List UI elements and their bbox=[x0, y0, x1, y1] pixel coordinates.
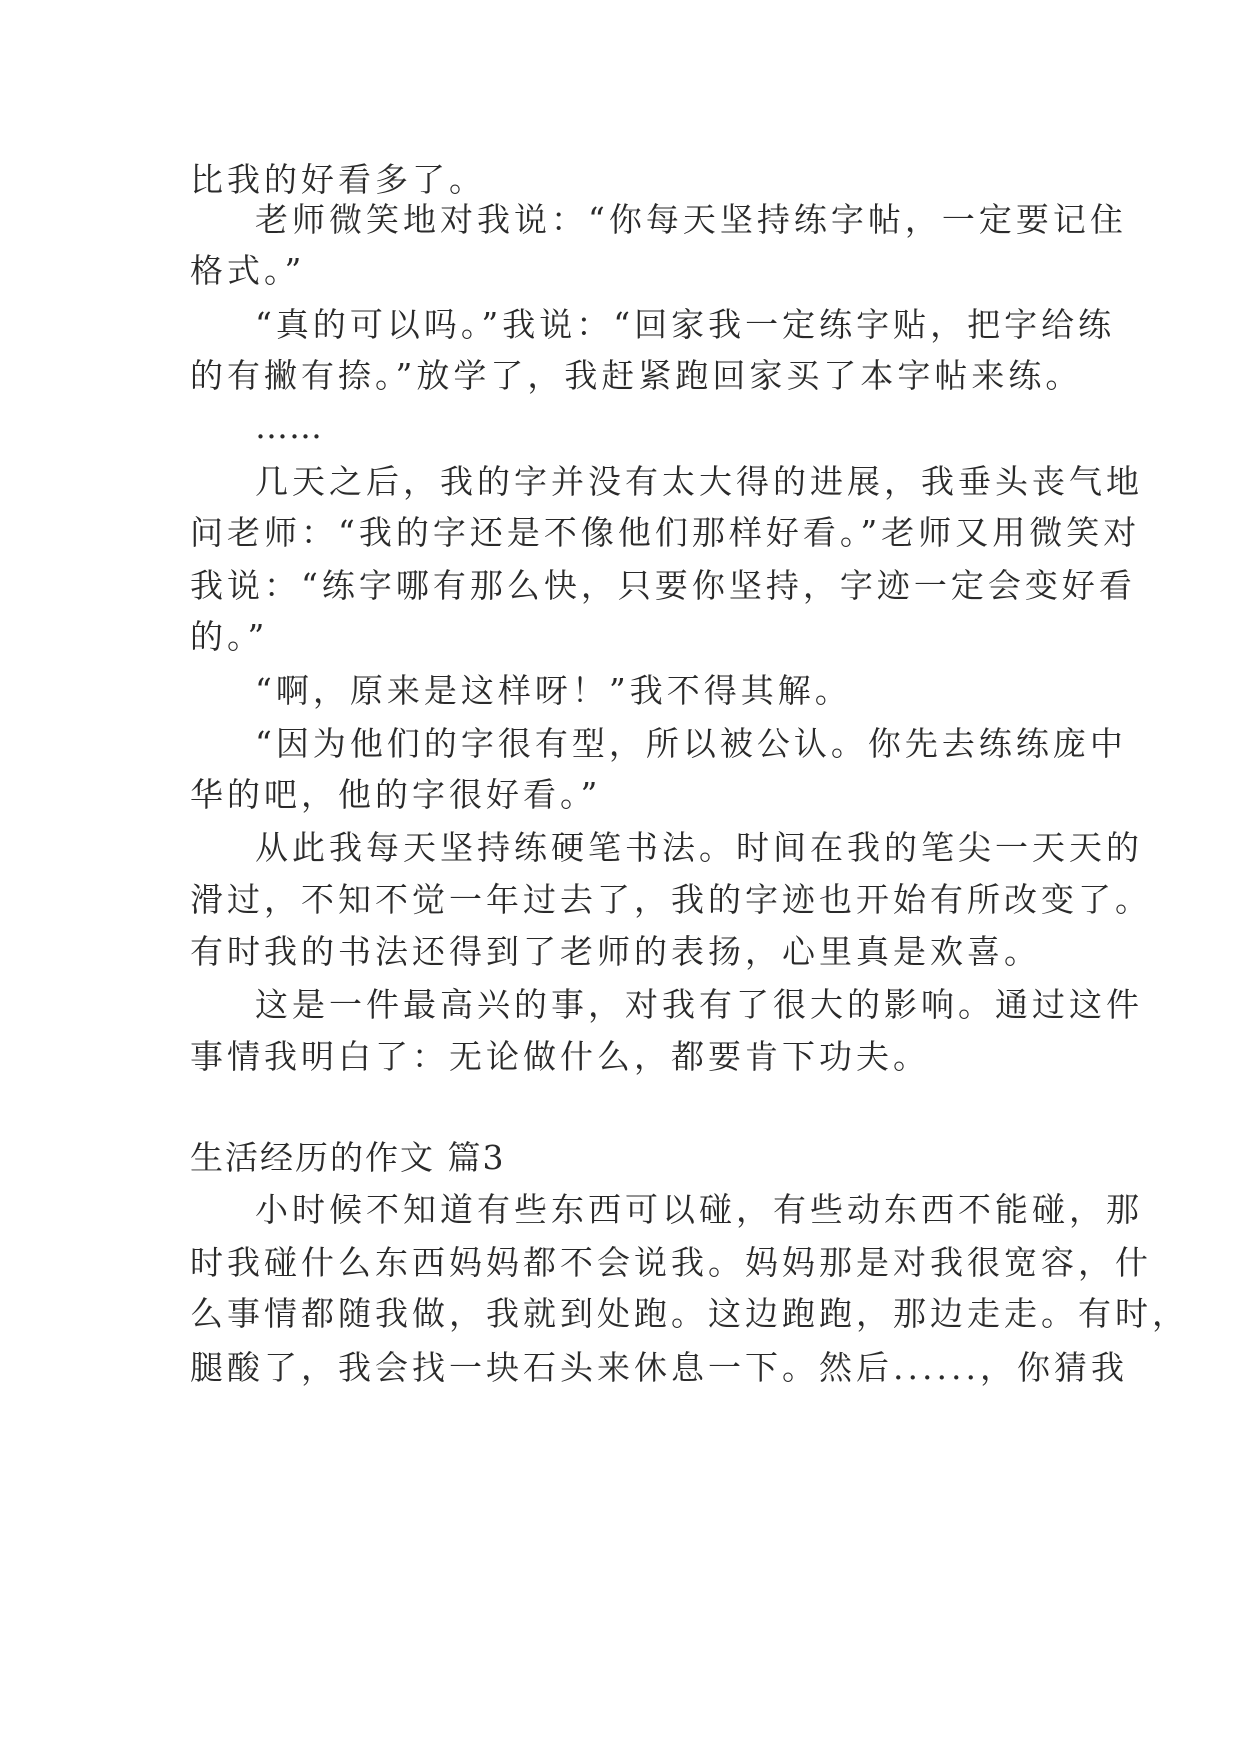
paragraph-line: 腿酸了，我会找一块石头来休息一下。然后......，你猜我 bbox=[190, 1348, 1128, 1387]
paragraph-line: 华的吧，他的字很好看。” bbox=[190, 775, 602, 814]
paragraph-line: 时我碰什么东西妈妈都不会说我。妈妈那是对我很宽容，什 bbox=[190, 1243, 1152, 1282]
paragraph-line: 格式。” bbox=[190, 251, 306, 290]
paragraph-line: 我说：“练字哪有那么快，只要你坚持，字迹一定会变好看 bbox=[190, 566, 1136, 605]
paragraph-line: 有时我的书法还得到了老师的表扬，心里真是欢喜。 bbox=[190, 932, 1041, 971]
paragraph-line: 问老师：“我的字还是不像他们那样好看。”老师又用微笑对 bbox=[190, 513, 1141, 552]
paragraph-line: 从此我每天坚持练硬笔书法。时间在我的笔尖一天天的 bbox=[255, 828, 1143, 867]
section-heading: 生活经历的作文 篇3 bbox=[190, 1138, 506, 1177]
paragraph-line: 老师微笑地对我说：“你每天坚持练字帖，一定要记住 bbox=[255, 200, 1127, 239]
paragraph-line: 几天之后，我的字并没有太大得的进展，我垂头丧气地 bbox=[255, 462, 1143, 501]
paragraph-line: “因为他们的字很有型，所以被公认。你先去练练庞中 bbox=[255, 724, 1127, 763]
paragraph-line: 事情我明白了：无论做什么，都要肯下功夫。 bbox=[190, 1037, 930, 1076]
paragraph-line: “啊，原来是这样呀！”我不得其解。 bbox=[255, 671, 852, 710]
paragraph-line: 的。” bbox=[190, 617, 269, 656]
paragraph-line: 么事情都随我做，我就到处跑。这边跑跑，那边走走。有时， bbox=[190, 1294, 1189, 1333]
paragraph-line: 滑过，不知不觉一年过去了，我的字迹也开始有所改变了。 bbox=[190, 880, 1152, 919]
paragraph-line: “真的可以吗。”我说：“回家我一定练字贴，把字给练 bbox=[255, 305, 1116, 344]
paragraph-line: 的有撇有捺。”放学了，我赶紧跑回家买了本字帖来练。 bbox=[190, 356, 1083, 395]
paragraph-line: 这是一件最高兴的事，对我有了很大的影响。通过这件 bbox=[255, 985, 1143, 1024]
paragraph-line: 比我的好看多了。 bbox=[190, 160, 486, 199]
ellipsis-line: …… bbox=[255, 407, 323, 446]
paragraph-line: 小时候不知道有些东西可以碰，有些动东西不能碰，那 bbox=[255, 1190, 1143, 1229]
